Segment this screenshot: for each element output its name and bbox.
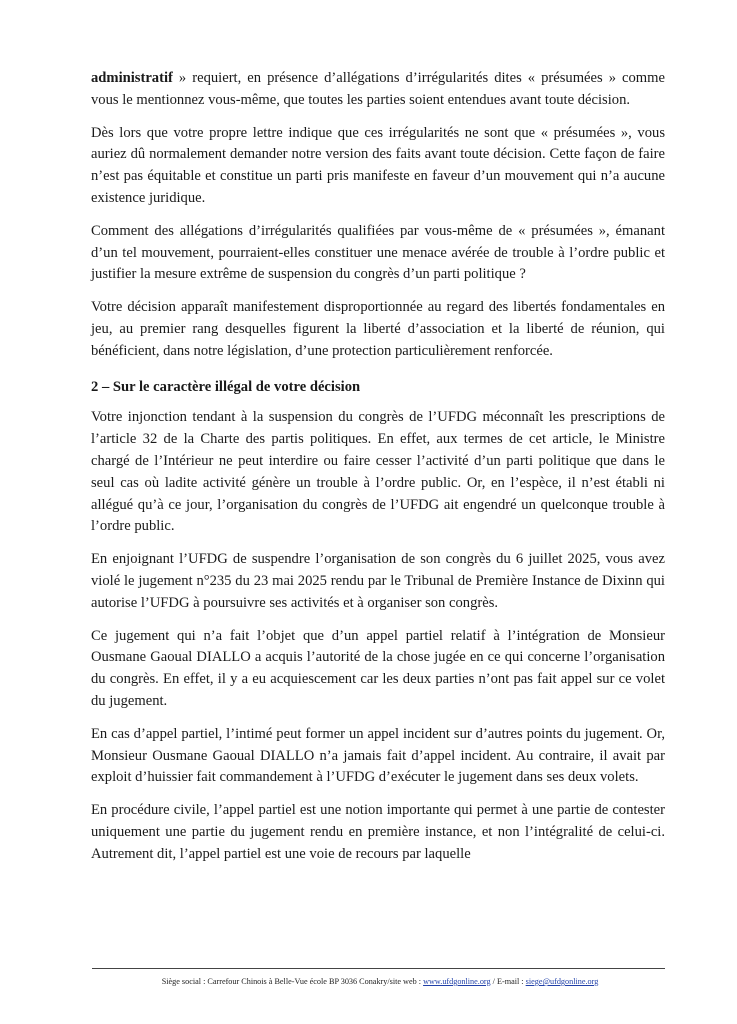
- paragraph-3: Comment des allégations d’irrégularités qualifiées par vous-même de « présumées », émanant d’un tel mouvement, pourraient-elles constituer une menace avérée de trouble à l’ordre public et justifier la mesure extrême de suspension du congrès d’un parti politique ?: [91, 222, 665, 283]
- footer-address: Siège social : Carrefour Chinois à Belle-Vue école BP 3036 Conakry/site web :: [161, 977, 424, 986]
- bold-lead-word: administratif: [91, 70, 173, 86]
- section-paragraph-2: En enjoignant l’UFDG de suspendre l’organisation de son congrès du 6 juillet 2025, vous avez violé le jugement n°235 du 23 mai 2025 rendu par le Tribunal de Première Instance de Dixinn qui autorise l’UFDG à poursuivre ses activités et à organiser son congrès.: [91, 551, 665, 611]
- section-paragraph-3: Ce jugement qui n’a fait l’objet que d’un appel partiel relatif à l’intégration de Monsieur Ousmane Gaoual DIALLO a acquis l’autorité de la chose jugée en ce qui concerne l’organisation du congrès. En effet, il y a eu acquiescement car les deux parties n’ont pas fait appel sur ce volet du jugement.: [91, 627, 665, 709]
- section-paragraph-5: En procédure civile, l’appel partiel est une notion importante qui permet à une partie de contester uniquement une partie du jugement rendu en première instance, et non l’intégralité de celui-ci. Autrement dit, l’appel partiel est une voie de recours par laquelle: [91, 802, 665, 862]
- section-heading: 2 – Sur le caractère illégal de votre décision: [91, 378, 361, 395]
- footer-email-link[interactable]: siege@ufdgonline.org: [525, 977, 599, 986]
- paragraph-4: Votre décision apparaît manifestement disproportionnée au regard des libertés fondamentales en jeu, au premier rang desquelles figurent la liberté d’association et la liberté de réunion, qui bénéficient, dans notre législation, d’une protection particulièrement renforcée.: [91, 299, 665, 359]
- section-paragraph-1: Votre injonction tendant à la suspension du congrès de l’UFDG méconnaît les prescriptions de l’article 32 de la Charte des partis politiques. En effet, aux termes de cet article, le Ministre chargé de l’Intérieur ne peut interdire ou faire cesser l’activité d’un parti politique que dans le seul cas où ladite activité génère un trouble à l’ordre public. Or, en l’espèce, il n’est établi ni allégué qu’à ce jour, l’organisation du congrès de l’UFDG ait engendré un quelconque trouble à l’ordre public.: [91, 409, 665, 535]
- footer: [70, 976, 690, 988]
- paragraph-1: [91, 68, 665, 112]
- letter-body: [91, 68, 665, 877]
- paragraph-1-text: » requiert, en présence d’allégations d’irrégularités dites « présumées » comme vous le mentionnez vous-même, que toutes les parties soient entendues avant toute décision.: [91, 70, 665, 108]
- footer-website-link[interactable]: www.ufdgonline.org: [423, 977, 491, 986]
- footer-divider: [92, 968, 665, 969]
- paragraph-2: Dès lors que votre propre lettre indique que ces irrégularités ne sont que « présumées », vous auriez dû normalement demander notre version des faits avant toute décision. Cette façon de faire n’est pas équitable et constitue un parti pris manifeste en faveur d’un mouvement qui n’a aucune existence juridique.: [91, 124, 665, 206]
- footer-separator: / E-mail :: [490, 977, 526, 986]
- section-paragraph-4: En cas d’appel partiel, l’intimé peut former un appel incident sur d’autres points du jugement. Or, Monsieur Ousmane Gaoual DIALLO n’a jamais fait d’appel incident. Au contraire, il avait par exploit d’huissier fait commandement à l’UFDG d’exécuter le jugement dans ses deux volets.: [91, 725, 665, 786]
